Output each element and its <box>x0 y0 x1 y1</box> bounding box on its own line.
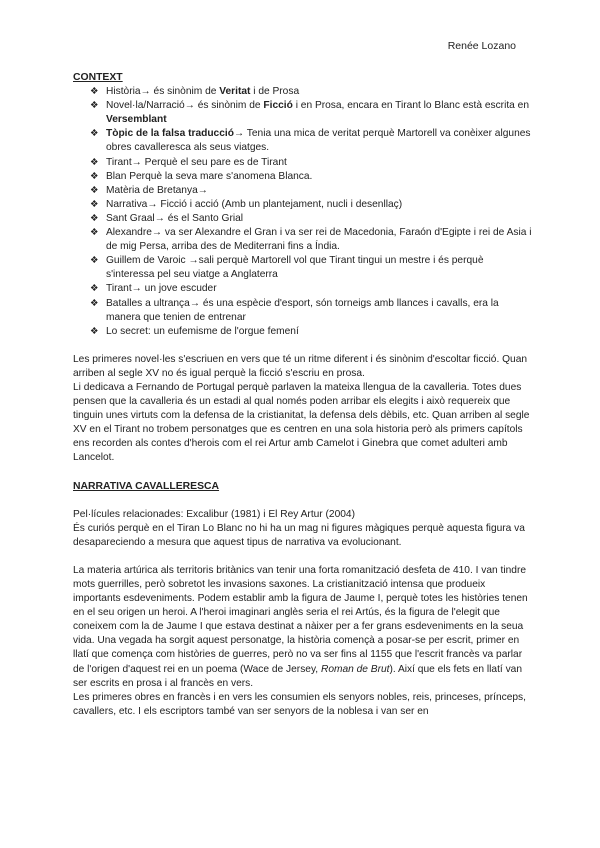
diamond-bullet-icon: ❖ <box>90 128 99 140</box>
list-item-text: Guillem de Varoic →sali perquè Martorell vol que Tirant tingui un mestre i és perquè s'interessa pel seu viatge a Anglaterra <box>106 255 484 281</box>
context-list-item <box>90 184 533 198</box>
context-bullet-list <box>73 85 533 339</box>
context-list-item <box>90 254 533 282</box>
context-list-item <box>90 212 533 226</box>
narrativa-paragraph-2: És curiós perquè en el Tiran Lo Blanc no hi ha un mag ni figures màgiques perquè aquesta figura va desapareciendo a mesura que aquest tipus de narrativa va evolucionant. <box>73 522 525 548</box>
list-item-text: → Tenia una mica de veritat perquè Martorell va conèixer algunes obres cavalleresca als seus viatges. <box>106 128 531 154</box>
list-item-text: Narrativa→ Ficció i acció (Amb un plantejament, nucli i desenllaç) <box>106 198 403 210</box>
diamond-bullet-icon: ❖ <box>90 100 99 112</box>
list-item-text: i en Prosa, encara en Tirant lo Blanc està escrita en <box>292 100 529 112</box>
roman-de-brut-title: Roman de Brut <box>320 663 390 675</box>
list-item-text: Tirant→ Perquè el seu pare es de Tirant <box>106 156 287 168</box>
list-item-text: Alexandre→ va ser Alexandre el Gran i va ser rei de Macedonia, Faraón d'Egipte i rei de Asia i de mig Persa, arriba des de Mediterrani fins a Índia. <box>106 227 532 253</box>
list-item-text: Sant Graal→ és el Santo Grial <box>106 212 244 224</box>
list-item-text: i de Prosa <box>250 86 300 98</box>
diamond-bullet-icon: ❖ <box>90 198 99 210</box>
list-item-text: Lo secret: un eufemisme de l'orgue femení <box>106 325 299 337</box>
narrativa-paragraph-3-end: ). Així que els fets en llatí van ser escrits en prosa i al francès en vers. <box>73 663 523 689</box>
author-name: Renée Lozano <box>447 40 516 52</box>
diamond-bullet-icon: ❖ <box>90 212 99 224</box>
context-list-item <box>90 127 533 155</box>
narrativa-paragraph-1: Pel·lícules relacionades: Excalibur (1981) i El Rey Artur (2004) <box>73 508 355 520</box>
diamond-bullet-icon: ❖ <box>90 184 99 196</box>
diamond-bullet-icon: ❖ <box>90 283 99 295</box>
context-list-item <box>90 297 533 325</box>
list-item-text: Tirant→ un jove escuder <box>106 283 217 295</box>
list-item-bold-term: Ficció <box>263 100 293 112</box>
list-item-text: Novel·la/Narració→ és sinònim de <box>106 100 264 112</box>
diamond-bullet-icon: ❖ <box>90 325 99 337</box>
diamond-bullet-icon: ❖ <box>90 156 99 168</box>
context-list-item <box>90 85 533 99</box>
list-item-bold-term: Veritat <box>219 86 251 98</box>
context-list-item <box>90 170 533 184</box>
list-item-bold-term: Tòpic de la falsa traducció <box>106 128 234 140</box>
diamond-bullet-icon: ❖ <box>90 297 99 309</box>
diamond-bullet-icon: ❖ <box>90 255 99 267</box>
context-paragraph-2: Li dedicava a Fernando de Portugal perquè parlaven la mateixa llengua de la cavalleria. Totes dues pensen que la cavalleria és un estadi al qual només poden arribar els elegits i això requereix que tinguin unes virtuts com la defensa de la cristianitat, la defensa dels dèbils, etc. Quan arriben al segle XV en el Tirant no trobem personatges que es centren en una sola historia però als primers capítols ens recorden als contes d'herois com el rei Artur amb Camelot i Ginebra que comet adulteri amb Lancelot. <box>73 381 530 464</box>
diamond-bullet-icon: ❖ <box>90 86 99 98</box>
context-paragraph-1: Les primeres novel·les s'escriuen en vers que té un ritme diferent i és sinònim d'escoltar ficció. Quan arriben al segle XV no és igual perquè la ficció s'escriu en prosa. <box>73 353 528 379</box>
list-item-text: Història→ és sinònim de <box>106 86 220 98</box>
narrativa-heading: NARRATIVA CAVALLERESCA <box>73 480 220 492</box>
list-item-text: Matèria de Bretanya→ <box>106 184 208 196</box>
diamond-bullet-icon: ❖ <box>90 227 99 239</box>
context-list-item <box>90 99 533 127</box>
narrativa-paragraph-3 <box>73 564 533 691</box>
narrativa-paragraph-4: Les primeres obres en francès i en vers les consumien els senyors nobles, reis, princeses, prínceps, cavallers, etc. I els escriptors també van ser senyors de la noblesa i van ser en <box>73 691 526 717</box>
context-heading: CONTEXT <box>73 72 123 83</box>
context-list-item <box>90 282 533 296</box>
context-list-item <box>90 325 533 339</box>
document-body <box>73 71 533 719</box>
context-list-item <box>90 198 533 212</box>
list-item-bold-term: Versemblant <box>106 114 167 126</box>
list-item-text: Blan Perquè la seva mare s'anomena Blanca. <box>106 170 313 182</box>
list-item-text: Batalles a ultrança→ és una espècie d'esport, són torneigs amb llances i cavalls, era la manera que tenien de entrenar <box>106 297 499 323</box>
narrativa-paragraph-3-text: La materia artúrica als territoris britànics van tenir una forta romanització desfeta de 410. I van tindre mots guerrilles, però sobretot les invasions saxones. La cristianització intensa que produeix importants esdeveniments. Podem establir amb la figura de Jaume I, perquè totes les històries tenen en el seu origen un heroi. A l'heroi imaginari anglès seria el rei Artús, és la figura de l'elegit que coneixem com la de Jaume I que estava destinat a nàixer per a fer grans esdeveniments en la seua vida. Una vegada ha sorgit aquest personatge, la història començà a posar-se per escrit, primer en llatí que comença com històries de guerres, però no va ser fins al 1155 que l'escrit francès va parlar de l'origen d'aquest rei en un poema (Wace de Jersey, <box>73 564 528 675</box>
diamond-bullet-icon: ❖ <box>90 170 99 182</box>
context-list-item <box>90 226 533 254</box>
context-list-item <box>90 156 533 170</box>
